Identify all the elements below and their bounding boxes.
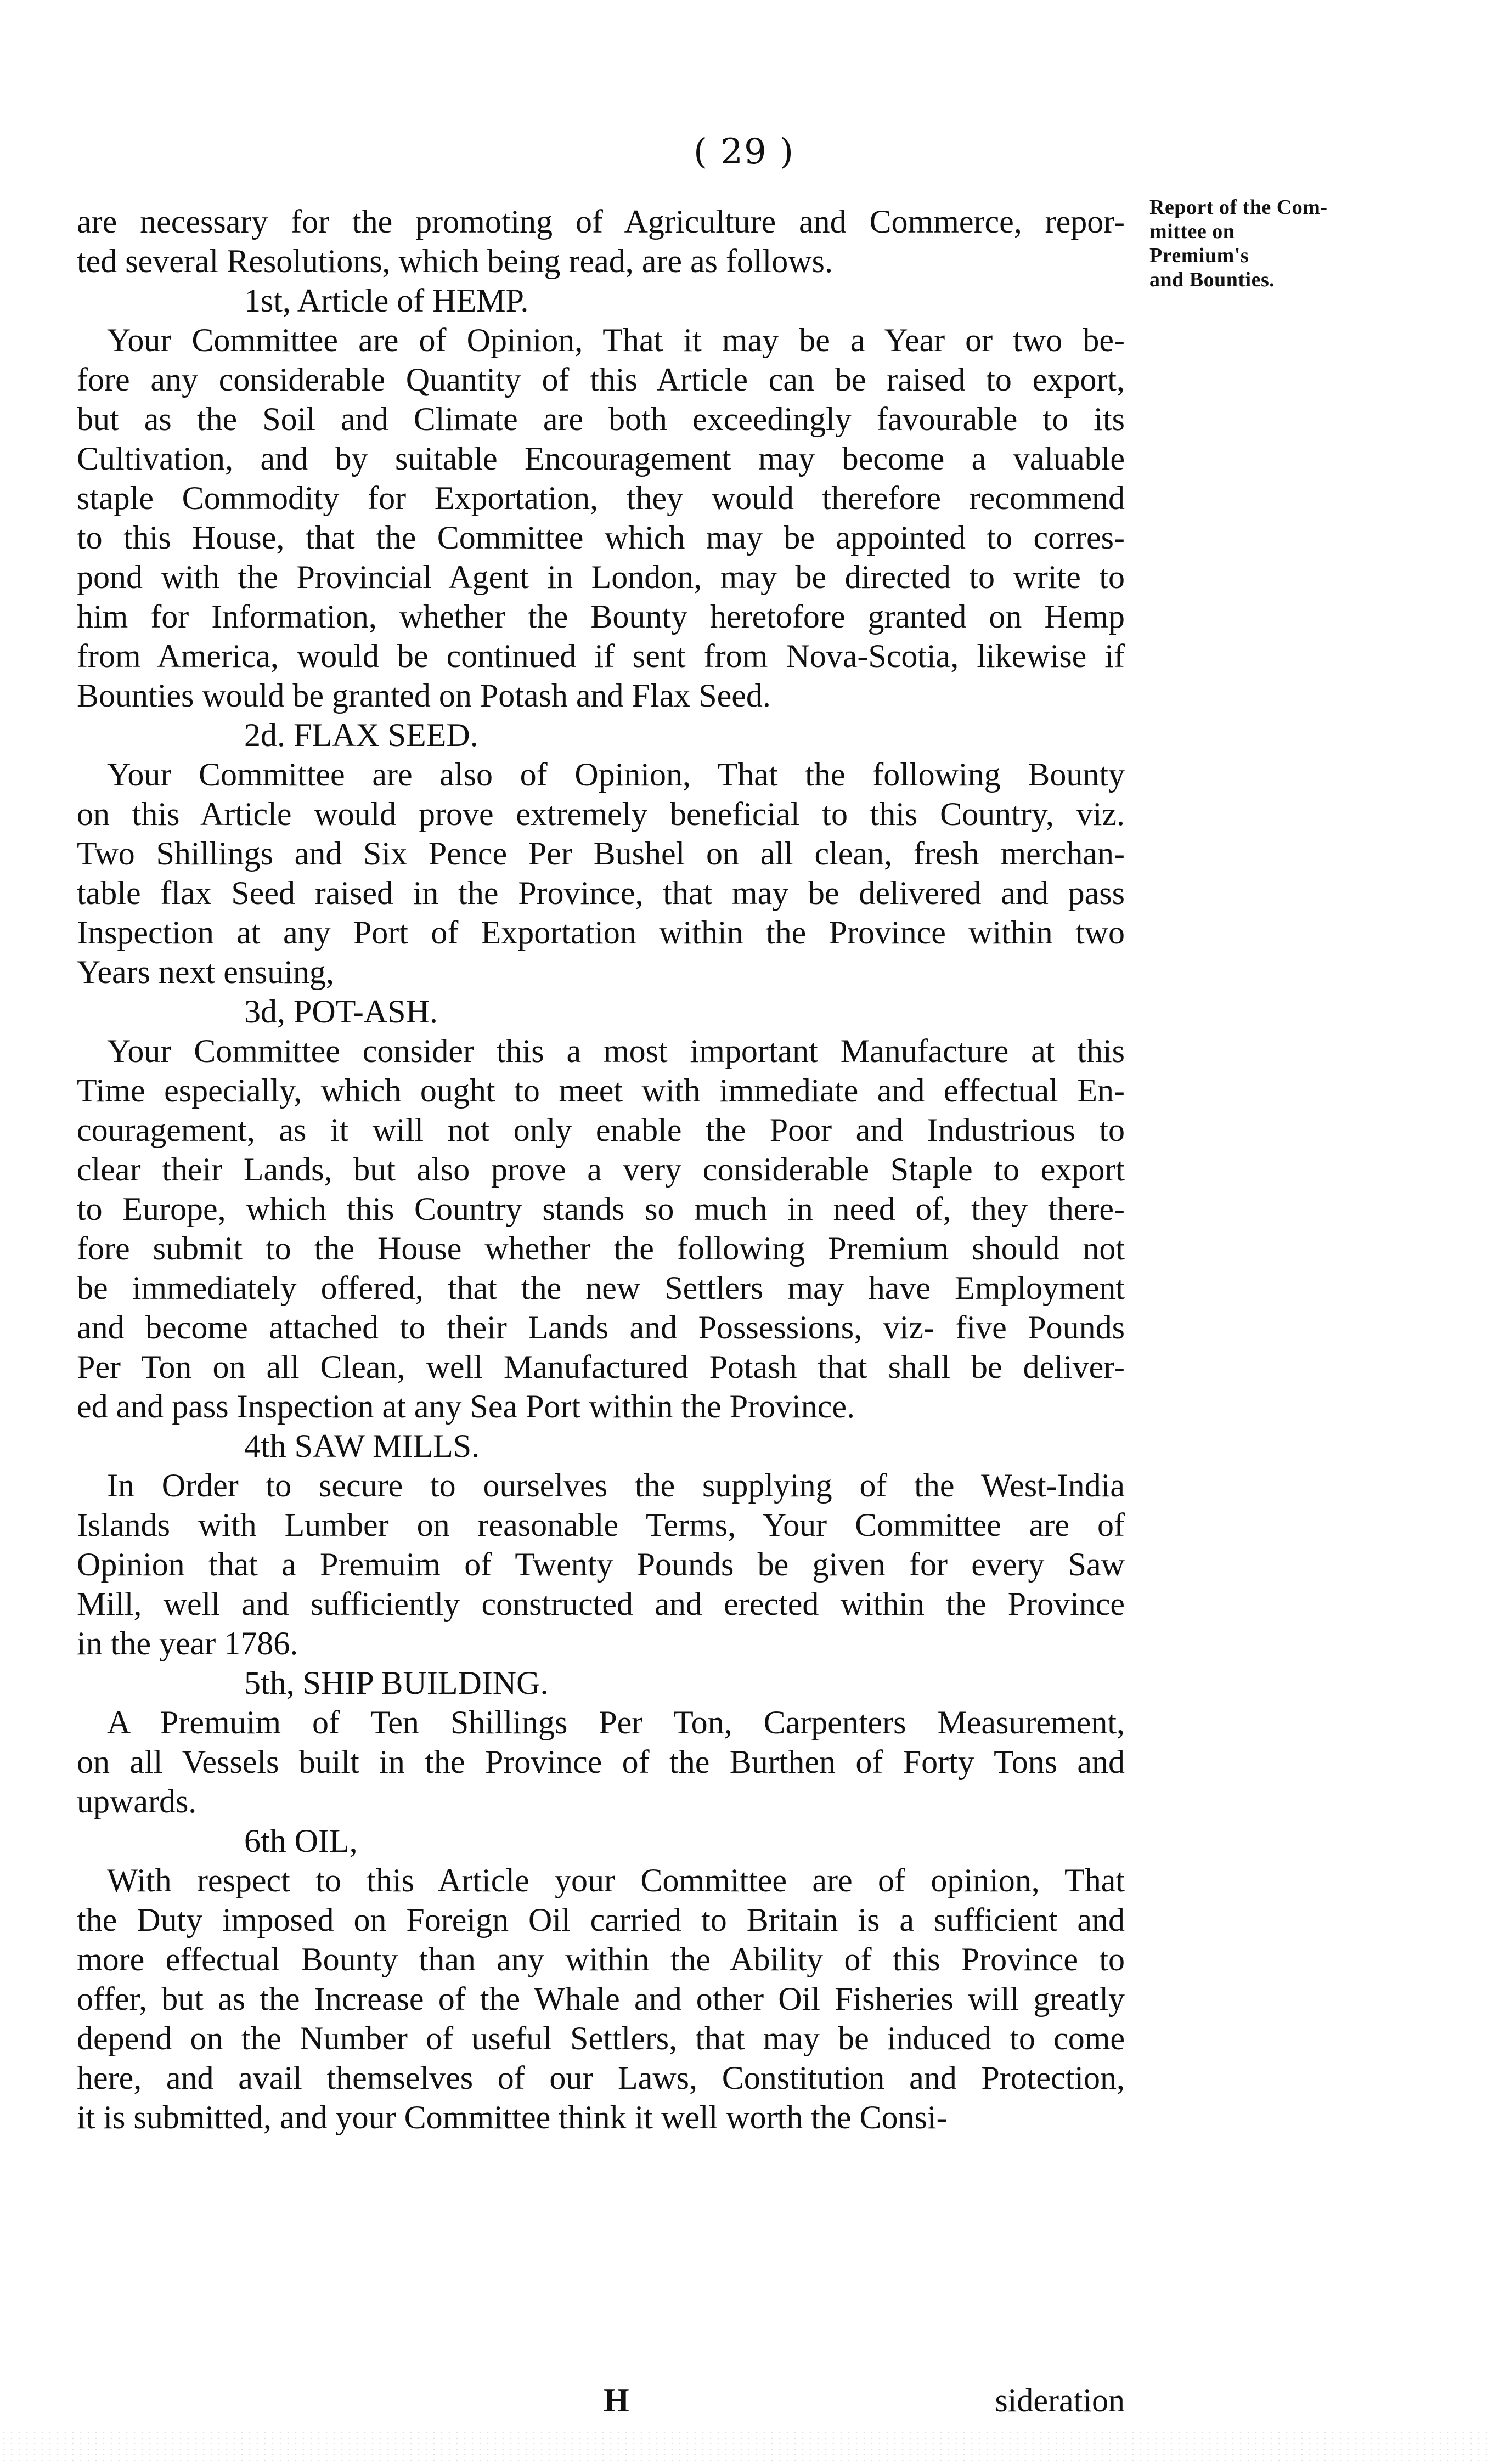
text-line: A Premuim of Ten Shillings Per Ton, Carpenters Measurement, xyxy=(107,1704,1125,1740)
text-line: couragement, as it will not only enable the Poor and Industrious to xyxy=(77,1112,1125,1148)
text-line: the Duty imposed on Foreign Oil carried to Britain is a sufficient and xyxy=(77,1902,1125,1938)
text-line: In Order to secure to ourselves the supplying of the West-India xyxy=(107,1467,1125,1504)
paragraph xyxy=(77,1703,1125,1821)
text-line: on all Vessels built in the Province of the Burthen of Forty Tons and xyxy=(77,1744,1125,1780)
text-line: Opinion that a Premuim of Twenty Pounds be given for every Saw xyxy=(77,1546,1125,1583)
margin-note xyxy=(1149,195,1336,292)
paragraph xyxy=(77,320,1125,715)
text-line: Cultivation, and by suitable Encouragement may become a valuable xyxy=(77,440,1125,477)
text-line: Your Committee consider this a most important Manufacture at this xyxy=(107,1033,1125,1069)
text-line: to this House, that the Committee which may be appointed to corres- xyxy=(77,519,1125,556)
text-line: pond with the Provincial Agent in London, may be directed to write to xyxy=(77,559,1125,595)
paragraph xyxy=(77,1031,1125,1426)
paragraph xyxy=(77,202,1125,281)
text-line: him for Information, whether the Bounty heretofore granted on Hemp xyxy=(77,598,1125,635)
scan-noise xyxy=(0,2430,1488,2463)
section-heading: 2d. FLAX SEED. xyxy=(244,717,478,753)
page-number: ( 29 ) xyxy=(693,132,795,172)
text-line: Your Committee are of Opinion, That it may be a Year or two be- xyxy=(107,322,1125,358)
text-line: it is submitted, and your Committee think it well worth the Consi- xyxy=(77,2099,948,2135)
text-line: fore any considerable Quantity of this Article can be raised to export, xyxy=(77,361,1125,398)
body-text xyxy=(77,202,1125,2137)
text-line: upwards. xyxy=(77,1783,197,1819)
margin-note-line: and Bounties. xyxy=(1149,268,1275,291)
section-heading: 4th SAW MILLS. xyxy=(244,1428,480,1464)
section-heading: 6th OIL, xyxy=(244,1823,358,1859)
text-line: more effectual Bounty than any within the Ability of this Province to xyxy=(77,1941,1125,1977)
paragraph xyxy=(77,755,1125,992)
text-line: Your Committee are also of Opinion, That the following Bounty xyxy=(107,756,1125,793)
text-line: Bounties would be granted on Potash and Flax Seed. xyxy=(77,677,771,714)
text-line: on this Article would prove extremely beneficial to this Country, viz. xyxy=(77,796,1125,832)
text-line: depend on the Number of useful Settlers, that may be induced to come xyxy=(77,2020,1125,2056)
paragraph xyxy=(77,1861,1125,2137)
text-line: Islands with Lumber on reasonable Terms, Your Committee are of xyxy=(77,1507,1125,1543)
text-line: in the year 1786. xyxy=(77,1625,298,1661)
margin-note-line: mittee on Premium's xyxy=(1149,220,1249,267)
text-line: Time especially, which ought to meet with immediate and effectual En- xyxy=(77,1072,1125,1109)
text-line: here, and avail themselves of our Laws, Constitution and Protection, xyxy=(77,2060,1125,2096)
text-line: are necessary for the promoting of Agriculture and Commerce, repor- xyxy=(77,204,1125,240)
text-line: With respect to this Article your Committee are of opinion, That xyxy=(107,1862,1125,1898)
text-line: and become attached to their Lands and Possessions, viz- five Pounds xyxy=(77,1309,1125,1346)
text-line: Per Ton on all Clean, well Manufactured Potash that shall be deliver- xyxy=(77,1349,1125,1385)
text-line: staple Commodity for Exportation, they would therefore recommend xyxy=(77,480,1125,516)
paragraph xyxy=(77,1466,1125,1663)
page-footer xyxy=(77,2381,1125,2425)
text-line: Two Shillings and Six Pence Per Bushel on all clean, fresh merchan- xyxy=(77,835,1125,872)
text-line: Mill, well and sufficiently constructed and erected within the Province xyxy=(77,1586,1125,1622)
margin-note-line: Report of the Com- xyxy=(1149,196,1328,219)
text-line: but as the Soil and Climate are both exceedingly favourable to its xyxy=(77,401,1125,437)
signature-mark: H xyxy=(604,2382,629,2418)
section-heading: 3d, POT-ASH. xyxy=(244,993,438,1030)
text-line: clear their Lands, but also prove a very considerable Staple to export xyxy=(77,1151,1125,1188)
text-line: ed and pass Inspection at any Sea Port within the Province. xyxy=(77,1388,855,1425)
text-line: to Europe, which this Country stands so much in need of, they there- xyxy=(77,1191,1125,1227)
text-line: table flax Seed raised in the Province, that may be delivered and pass xyxy=(77,875,1125,911)
text-line: offer, but as the Increase of the Whale and other Oil Fisheries will greatly xyxy=(77,1981,1125,2017)
text-line: ted several Resolutions, which being read, are as follows. xyxy=(77,243,833,279)
text-line: fore submit to the House whether the following Premium should not xyxy=(77,1230,1125,1267)
text-line: Years next ensuing, xyxy=(77,954,334,990)
section-heading: 1st, Article of HEMP. xyxy=(244,282,529,319)
text-line: from America, would be continued if sent from Nova-Scotia, likewise if xyxy=(77,638,1125,674)
section-heading: 5th, SHIP BUILDING. xyxy=(244,1665,549,1701)
text-line: be immediately offered, that the new Settlers may have Employment xyxy=(77,1270,1125,1306)
catchword: sideration xyxy=(995,2382,1125,2418)
text-line: Inspection at any Port of Exportation within the Province within two xyxy=(77,914,1125,951)
